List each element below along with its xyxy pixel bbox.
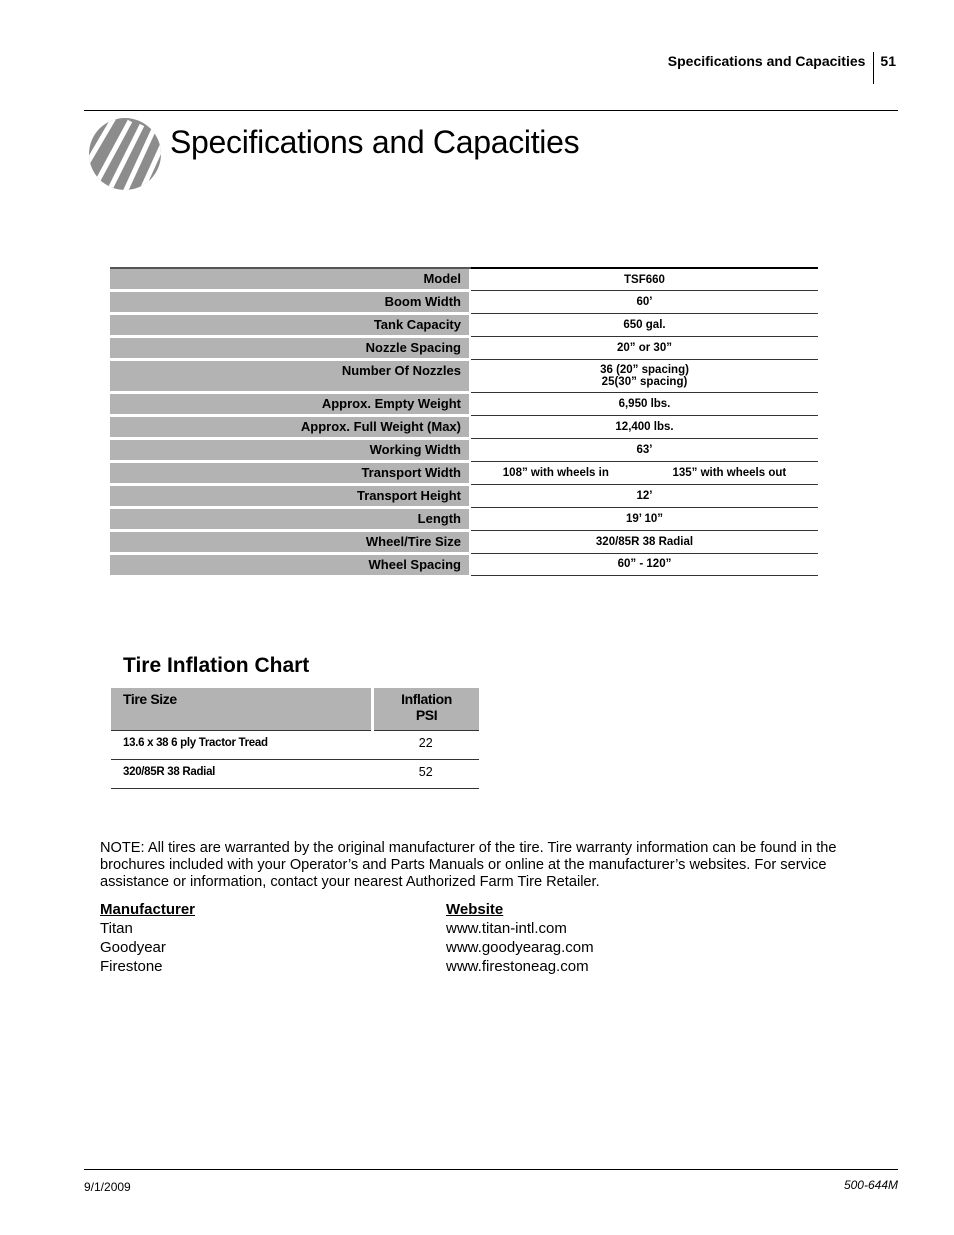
specifications-table	[110, 267, 818, 576]
spec-value: 60’	[470, 291, 818, 314]
spec-label: Length	[110, 508, 470, 531]
website-link[interactable]: www.titan-intl.com	[446, 920, 567, 937]
website-column-header: Website	[446, 901, 504, 918]
spec-label: Transport Width	[110, 462, 470, 485]
spec-value	[470, 360, 818, 393]
table-row	[110, 554, 818, 576]
diagonal-stripes-circle-logo-icon	[88, 117, 162, 191]
page-title: Specifications and Capacities	[170, 124, 580, 160]
column-header-psi-line: PSI	[415, 707, 438, 723]
website-link[interactable]: www.firestoneag.com	[446, 958, 589, 975]
spec-value-line: 36 (20” spacing)	[600, 364, 689, 376]
footer-doc-number: 500-644M	[843, 1178, 898, 1192]
spec-value: TSF660	[470, 268, 818, 291]
column-header-psi-line: Inflation	[401, 691, 452, 707]
manufacturer-name: Goodyear	[100, 939, 166, 956]
spec-label: Approx. Empty Weight	[110, 393, 470, 416]
column-header-psi	[373, 688, 480, 731]
spec-value: 6,950 lbs.	[470, 393, 818, 416]
table-row	[110, 439, 818, 462]
spec-label: Wheel/Tire Size	[110, 531, 470, 554]
spec-value-part: 108” with wheels in	[502, 467, 609, 479]
spec-value: 20” or 30”	[470, 337, 818, 360]
top-rule	[84, 110, 898, 111]
warranty-note: NOTE: All tires are warranted by the original manufacturer of the tire. Tire warranty information can be found in the brochures included with your Operator’s and Parts Manuals or online at the manufacturer’s websites. For service assistance or information, contact your nearest Authorized Farm Tire Retailer.	[100, 840, 837, 890]
table-row	[110, 314, 818, 337]
table-row	[111, 731, 479, 760]
spec-label: Number Of Nozzles	[110, 360, 470, 393]
spec-value: 12’	[470, 485, 818, 508]
bottom-rule	[84, 1169, 898, 1170]
table-row	[110, 508, 818, 531]
spec-label: Boom Width	[110, 291, 470, 314]
table-row	[110, 462, 818, 485]
table-row	[110, 337, 818, 360]
spec-label: Tank Capacity	[110, 314, 470, 337]
tire-inflation-table	[111, 688, 479, 789]
header-divider	[873, 52, 874, 84]
spec-label: Nozzle Spacing	[110, 337, 470, 360]
table-row	[111, 760, 479, 789]
manufacturer-column	[100, 900, 195, 976]
table-header-row	[111, 688, 479, 731]
spec-value: 63’	[470, 439, 818, 462]
spec-value: 320/85R 38 Radial	[470, 531, 818, 554]
psi-cell: 52	[373, 760, 480, 789]
manufacturer-name: Titan	[100, 920, 133, 937]
spec-value: 12,400 lbs.	[470, 416, 818, 439]
spec-label: Working Width	[110, 439, 470, 462]
table-row	[110, 268, 818, 291]
column-header-tire-size: Tire Size	[111, 688, 373, 731]
manufacturer-column-header: Manufacturer	[100, 901, 196, 918]
tire-size-cell: 320/85R 38 Radial	[111, 760, 373, 789]
spec-value: 650 gal.	[470, 314, 818, 337]
table-row	[110, 485, 818, 508]
spec-value-line: 25(30” spacing)	[601, 376, 688, 388]
footer-date: 9/1/2009	[84, 1180, 131, 1194]
table-row	[110, 360, 818, 393]
spec-value: 60” - 120”	[470, 554, 818, 576]
page-number: 51	[880, 53, 896, 69]
tire-size-cell: 13.6 x 38 6 ply Tractor Tread	[111, 731, 373, 760]
running-header	[668, 52, 896, 84]
spec-value	[470, 462, 818, 485]
psi-cell: 22	[373, 731, 480, 760]
website-column	[446, 900, 594, 976]
spec-label: Transport Height	[110, 485, 470, 508]
table-row	[110, 531, 818, 554]
table-row	[110, 393, 818, 416]
spec-value-part: 135” with wheels out	[672, 467, 787, 479]
table-row	[110, 416, 818, 439]
spec-value: 19’ 10”	[470, 508, 818, 531]
table-row	[110, 291, 818, 314]
manufacturer-name: Firestone	[100, 958, 163, 975]
tire-chart-heading: Tire Inflation Chart	[123, 654, 310, 677]
running-header-title: Specifications and Capacities	[667, 53, 866, 69]
spec-label: Wheel Spacing	[110, 554, 470, 576]
website-link[interactable]: www.goodyearag.com	[446, 939, 594, 956]
spec-label: Approx. Full Weight (Max)	[110, 416, 470, 439]
spec-label: Model	[110, 268, 470, 291]
